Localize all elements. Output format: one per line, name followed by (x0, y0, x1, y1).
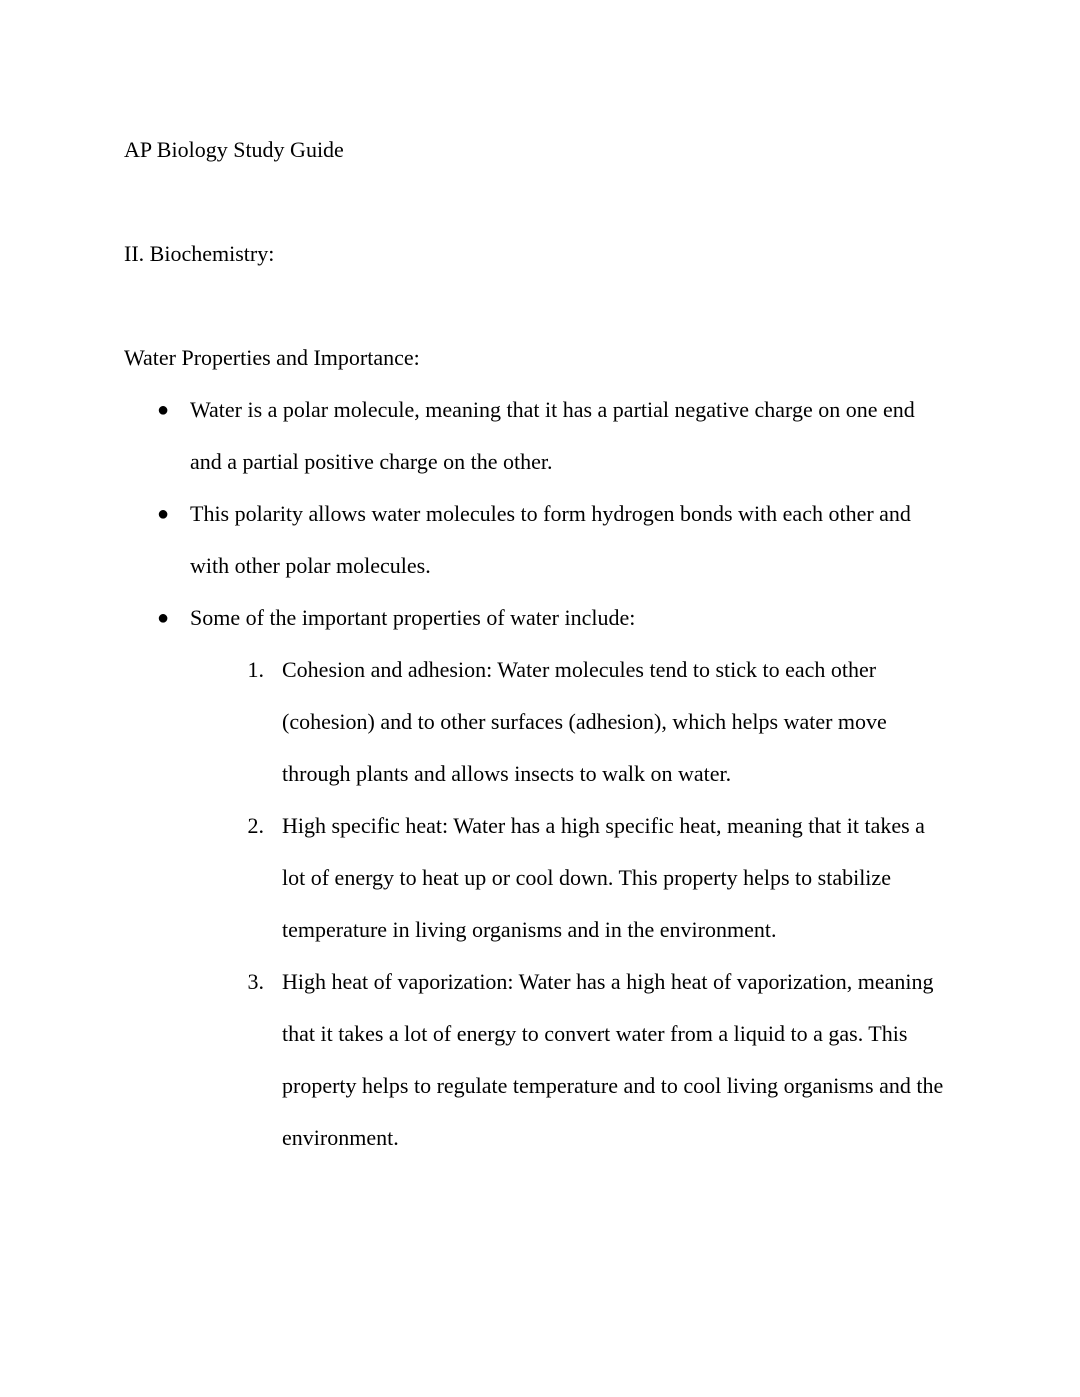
page-title: AP Biology Study Guide (124, 137, 344, 162)
list-item (124, 592, 950, 1164)
list-item-text: High heat of vaporization: Water has a high heat of vaporization, meaning that it takes a lot of energy to convert water from a liquid to a gas. This property helps to regulate temperature and to cool living organisms and the environment. (282, 969, 944, 1150)
list-number-marker: 2. (247, 813, 264, 838)
list-item (220, 956, 950, 1164)
bullet-marker-icon: ● (157, 503, 170, 525)
subsection-heading: Water Properties and Importance: (124, 345, 420, 370)
list-number-marker: 1. (247, 657, 264, 682)
list-item-text: Some of the important properties of water include: (190, 605, 636, 630)
list-item (124, 488, 950, 592)
water-properties-bullet-list (124, 384, 950, 1164)
section-spacer (124, 280, 950, 332)
bullet-marker-icon: ● (157, 607, 170, 629)
list-item-text: This polarity allows water molecules to form hydrogen bonds with each other and with other polar molecules. (190, 501, 911, 578)
bullet-marker-icon: ● (157, 399, 170, 421)
list-item-text: High specific heat: Water has a high specific heat, meaning that it takes a lot of energy to heat up or cool down. This property helps to stabilize temperature in living organisms and in the environment. (282, 813, 925, 942)
list-item (124, 384, 950, 488)
list-item (220, 644, 950, 800)
section-heading: II. Biochemistry: (124, 241, 275, 266)
list-item-text: Cohesion and adhesion: Water molecules tend to stick to each other (cohesion) and to other surfaces (adhesion), which helps water move through plants and allows insects to walk on water. (282, 657, 887, 786)
list-number-marker: 3. (247, 969, 264, 994)
title-spacer (124, 176, 950, 228)
water-properties-numbered-list (190, 644, 950, 1164)
list-item-text: Water is a polar molecule, meaning that it has a partial negative charge on one end and a partial positive charge on the other. (190, 397, 915, 474)
list-item (220, 800, 950, 956)
